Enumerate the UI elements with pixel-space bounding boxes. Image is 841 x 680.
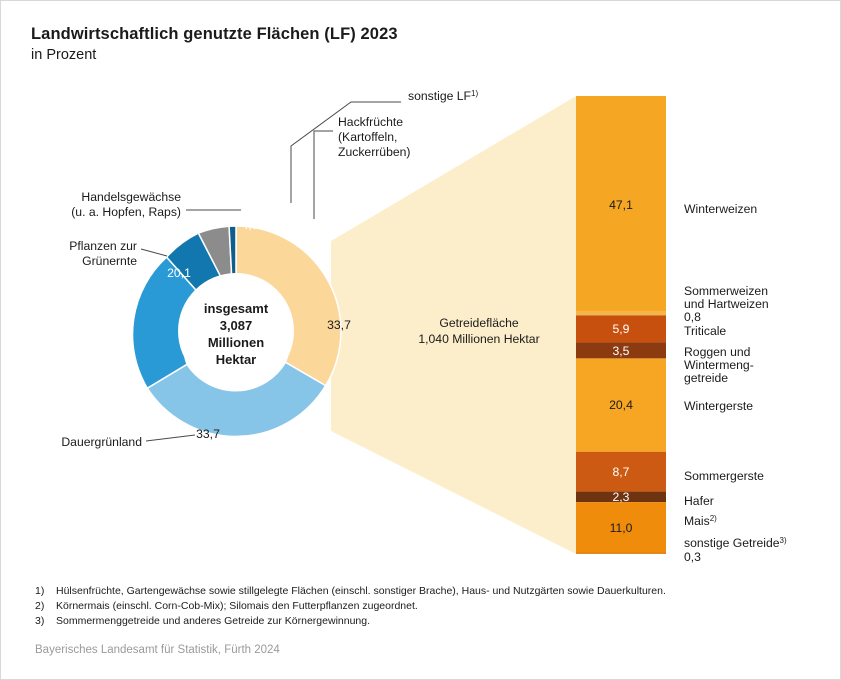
donut-center-line4: Hektar <box>215 352 257 367</box>
bar-value-hafer: 2,3 <box>612 490 630 504</box>
callout-dauergruenland: Dauergrünland <box>61 435 142 449</box>
bar-value-mais: 11,0 <box>609 521 633 535</box>
donut-center-line1: insgesamt <box>203 301 269 316</box>
bar-label-roggen-line2: Wintermeng- <box>684 358 754 372</box>
bar-label-mais: Mais$^{2)}$ <box>684 514 717 528</box>
bar-label-triticale: Triticale <box>684 324 727 338</box>
page-title: Landwirtschaftlich genutzte Flächen (LF) 2023 <box>31 25 398 43</box>
bar-segment-sonstige-getreide <box>576 553 666 554</box>
pie-value-handelsgewaechse: 4,8 <box>241 218 259 232</box>
callout-sonstige-lf: sonstige LF$^{1)}$ <box>408 89 479 103</box>
callout-hackfruechte-line1: Hackfrüchte <box>338 115 404 129</box>
leader-line-pflanzen <box>141 249 167 256</box>
pie-value-hackfruechte: 3,3 <box>303 224 321 238</box>
leader-line-hackfruechte <box>314 131 333 219</box>
donut-center-line2: 3,087 <box>219 318 253 333</box>
bar-label-roggen-line3: getreide <box>684 371 729 385</box>
donut-center-line3: Millionen <box>207 335 265 350</box>
page-subtitle: in Prozent <box>31 47 97 63</box>
bar-label-hafer: Hafer <box>684 494 714 508</box>
callout-pflanzen-line1: Pflanzen zur <box>69 239 137 253</box>
bar-value-sommergerste: 8,7 <box>612 465 630 479</box>
pie-value-sonstige-lf: 4,4 <box>274 209 292 223</box>
footnotes <box>35 584 815 629</box>
callout-hackfruechte-line3: Zuckerrüben) <box>338 145 411 159</box>
bar-value-winterweizen: 47,1 <box>609 198 633 212</box>
callout-getreideflaeche-line2: 1,040 Millionen Hektar <box>418 332 540 346</box>
pie-value-dauergruenland: 33,7 <box>196 427 220 441</box>
footnote-row <box>35 584 815 599</box>
bar-value-sonstige-getreide: 0,3 <box>684 550 701 564</box>
pie-value-getreideflaeche: 33,7 <box>327 318 351 332</box>
source-note: Bayerisches Landesamt für Statistik, Fürth 2024 <box>35 644 280 656</box>
footnote-text: Körnermais (einschl. Corn-Cob-Mix); Silomais den Futterpflanzen zugeordnet. <box>56 600 418 612</box>
chart-figure <box>1 1 841 680</box>
footnote-text: Sommermenggetreide und anderes Getreide zur Körnergewinnung. <box>56 615 371 627</box>
bar-segment-sommerweizen <box>576 312 666 316</box>
footnote-number: 1) <box>35 585 45 597</box>
bar-label-roggen-line1: Roggen und <box>684 345 751 359</box>
bar-label-sommerweizen-line2: und Hartweizen <box>684 297 769 311</box>
bar-label-wintergerste: Wintergerste <box>684 399 754 413</box>
footnote-number: 3) <box>35 615 45 627</box>
bar-value-triticale: 5,9 <box>612 322 630 336</box>
callout-hackfruechte-line2: (Kartoffeln, <box>338 130 398 144</box>
bar-label-sommergerste: Sommergerste <box>684 469 764 483</box>
bar-label-sommerweizen-line1: Sommerweizen <box>684 284 768 298</box>
bar-label-sonstige-getreide: sonstige Getreide$^{3)}$ <box>684 536 787 550</box>
footnote-text: Hülsenfrüchte, Gartengewächse sowie stillgelegte Flächen (einschl. sonstiger Brache), Haus- und Nutzgärten sowie Dauerkulturen. <box>56 585 666 597</box>
callout-getreideflaeche-line1: Getreidefläche <box>439 316 519 330</box>
bar-value-sommerweizen: 0,8 <box>684 310 701 324</box>
footnote-number: 2) <box>35 600 45 612</box>
callout-handelsgewaechse-line1: Handelsgewächse <box>81 190 181 204</box>
callout-handelsgewaechse-line2: (u. a. Hopfen, Raps) <box>71 205 181 219</box>
footnote-row <box>35 599 815 614</box>
pie-value-pflanzen: 20,1 <box>167 266 191 280</box>
leader-line-dauergruenland <box>146 435 195 441</box>
bar-value-roggen: 3,5 <box>612 344 630 358</box>
footnote-row <box>35 614 815 629</box>
bar-label-winterweizen: Winterweizen <box>684 202 758 216</box>
callout-pflanzen-line2: Grünernte <box>82 254 137 268</box>
bar-value-wintergerste: 20,4 <box>609 398 633 412</box>
